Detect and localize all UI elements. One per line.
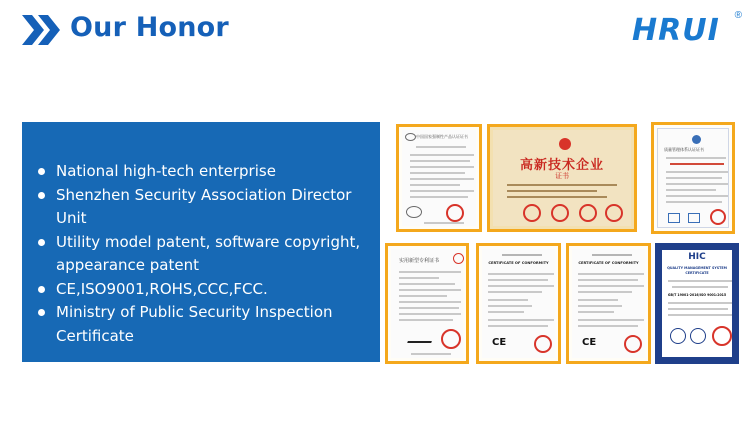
iso-logo: HIC (688, 252, 706, 262)
honor-item-label: Utility model patent, software copyright, appearance patent (56, 232, 361, 274)
bullet-icon (38, 286, 45, 293)
brand-logo-text: HRUI (632, 13, 720, 48)
red-seal-icon (712, 326, 732, 346)
red-seal-icon (446, 204, 464, 222)
accreditation-mark-icon (690, 328, 706, 344)
bullet-icon (38, 168, 45, 175)
iso-certificate-title: QUALITY MANAGEMENT SYSTEM CERTIFICATE (667, 266, 727, 275)
red-seal-icon (523, 204, 541, 222)
red-seal-icon (710, 209, 726, 225)
ce-mark-icon: CE (582, 337, 597, 348)
brand-logo (632, 10, 742, 48)
ce-mark-icon: CE (492, 337, 507, 348)
honor-item (36, 231, 376, 278)
ccc-logo-icon (405, 133, 416, 141)
red-seal-icon (624, 335, 642, 353)
hightech-certificate-image (487, 124, 637, 232)
hightech-certificate-subtitle: 证书 (555, 172, 569, 180)
red-seal-icon (579, 204, 597, 222)
iso-standard-number: GB/T 19001-2016/ISO 9001:2015 (667, 293, 727, 297)
honors-panel (22, 122, 380, 362)
bullet-icon (38, 309, 45, 316)
iso-certificate-image (655, 243, 739, 364)
ce-certificate-image (566, 243, 651, 364)
bullet-icon (38, 192, 45, 199)
honor-item (36, 278, 376, 302)
honor-item-label: Shenzhen Security Association Director Unit (56, 185, 352, 227)
signature-icon (407, 333, 435, 343)
patent-certificate-image (385, 243, 469, 364)
red-seal-icon (441, 329, 461, 349)
quality-certificate-image (651, 122, 735, 234)
ccc-certificate-title: 中国国家强制性产品认证证书 (416, 134, 468, 139)
red-seal-icon (551, 204, 569, 222)
patent-certificate-title: 实用新型专利证书 (399, 258, 440, 264)
header (0, 0, 750, 60)
quality-logo-icon (692, 135, 701, 144)
accreditation-mark-icon (670, 328, 686, 344)
hightech-emblem-icon (559, 138, 571, 150)
ccc-certificate-image (396, 124, 482, 232)
red-seal-icon (534, 335, 552, 353)
honor-item (36, 160, 376, 184)
red-seal-icon (605, 204, 623, 222)
honor-item-label: CE,ISO9001,ROHS,CCC,FCC. (56, 279, 268, 298)
honor-item (36, 184, 376, 231)
accreditation-mark-icon (668, 213, 680, 223)
quality-certificate-title: 质量管理体系认证证书 (664, 147, 704, 152)
ce-certificate-title: CERTIFICATE OF CONFORMITY (488, 261, 549, 265)
registered-mark: ® (734, 10, 742, 21)
honor-item-label: Ministry of Public Security Inspection Certificate (56, 303, 333, 345)
patent-emblem-icon (453, 253, 464, 264)
honors-list (36, 160, 376, 348)
ce-certificate-image (476, 243, 561, 364)
ccc-mark-icon (406, 206, 422, 218)
bullet-icon (38, 239, 45, 246)
honor-item-label: National high-tech enterprise (56, 162, 276, 180)
page-title: Our Honor (70, 12, 229, 43)
ce-certificate-title: CERTIFICATE OF CONFORMITY (578, 261, 639, 265)
double-chevron-icon (22, 15, 64, 45)
hightech-certificate-title: 高新技术企业 (519, 158, 604, 173)
honor-item (36, 301, 376, 348)
accreditation-mark-icon (688, 213, 700, 223)
